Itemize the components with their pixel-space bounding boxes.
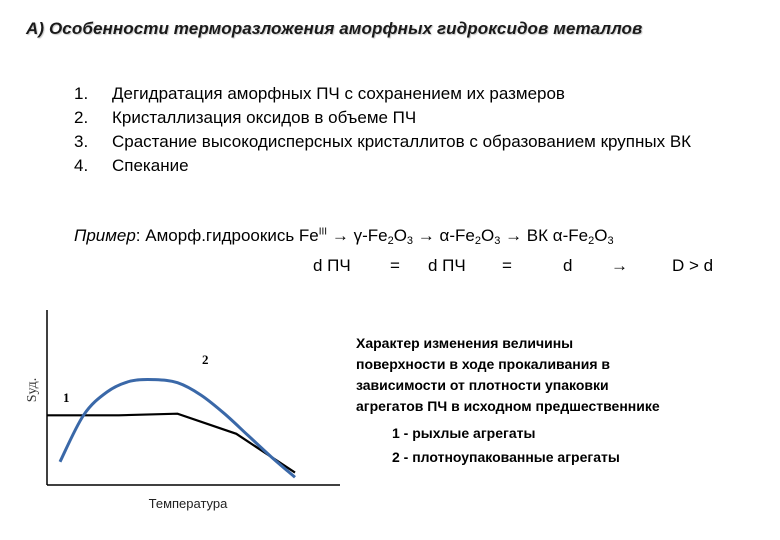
process-steps-list [74, 82, 732, 178]
caption-line: агрегатов ПЧ в исходном предшественнике [356, 398, 660, 414]
vk-label: ВК [526, 226, 549, 245]
formula-sub: 2 [588, 235, 595, 247]
slide-title: А) Особенности терморазложения аморфных гидроксидов металлов [26, 19, 643, 38]
formula-o: O [393, 226, 407, 245]
x-axis-label: Температура [148, 496, 228, 511]
series-2-line [60, 379, 295, 477]
formula-fe: -Fe [362, 226, 388, 245]
relation-equals: = [390, 256, 400, 275]
list-item-number: 4. [74, 156, 89, 175]
relation-equals: = [502, 256, 512, 275]
list-item-number: 1. [74, 84, 89, 103]
gamma-symbol: γ [353, 226, 363, 245]
relation-d-pch: d ПЧ [428, 256, 466, 275]
formula-sub: 3 [406, 235, 414, 247]
example-colon: : [135, 226, 141, 245]
relation-arrow: → [611, 256, 628, 275]
list-item [74, 106, 732, 130]
list-item [74, 130, 732, 154]
legend-item-1: 1 - рыхлые агрегаты [392, 425, 536, 441]
reaction-arrow: → [331, 226, 349, 245]
caption-line: поверхности в ходе прокаливания в [356, 356, 610, 372]
list-item-number: 2. [74, 108, 89, 127]
formula-o: O [594, 226, 608, 245]
formula-sub: 2 [474, 235, 481, 247]
list-item-text: Спекание [112, 156, 189, 175]
reaction-arrow: → [505, 226, 523, 245]
example-label: Пример [74, 226, 136, 245]
formula-fe: -Fe [449, 226, 475, 245]
formula-o: O [480, 226, 495, 245]
reaction-arrow: → [417, 226, 435, 245]
list-item-text: Дегидратация аморфных ПЧ с сохранением их размеров [112, 84, 565, 103]
list-item-text: Кристаллизация оксидов в объеме ПЧ [112, 108, 417, 127]
caption-line: зависимости от плотности упаковки [356, 377, 609, 393]
relation-d: d [563, 256, 573, 275]
y-axis-label: Sуд. [25, 377, 40, 403]
caption-line: Характер изменения величины [356, 335, 574, 351]
series-1-label: 1 [63, 390, 70, 405]
example-text: Аморф.гидроокись Fe [145, 226, 319, 245]
list-item [74, 154, 732, 178]
list-item [74, 82, 732, 106]
alpha-symbol: α [439, 226, 450, 245]
formula-sub: 3 [607, 235, 614, 247]
example-line [74, 226, 614, 247]
relation-d-pch: d ПЧ [313, 256, 351, 275]
surface-area-chart [0, 300, 350, 540]
legend-item-2: 2 - плотноупакованные агрегаты [392, 449, 620, 465]
alpha-symbol: α [552, 226, 563, 245]
list-item-text: Срастание высокодисперсных кристаллитов с образованием крупных ВК [112, 132, 692, 151]
series-2-label: 2 [202, 352, 209, 367]
formula-sub: 3 [494, 235, 501, 247]
relation-d-greater: D > d [672, 256, 714, 275]
oxidation-state: III [318, 226, 328, 238]
chart-caption [356, 333, 660, 417]
list-item-number: 3. [74, 132, 89, 151]
formula-sub: 2 [387, 235, 394, 247]
formula-fe: -Fe [562, 226, 589, 245]
